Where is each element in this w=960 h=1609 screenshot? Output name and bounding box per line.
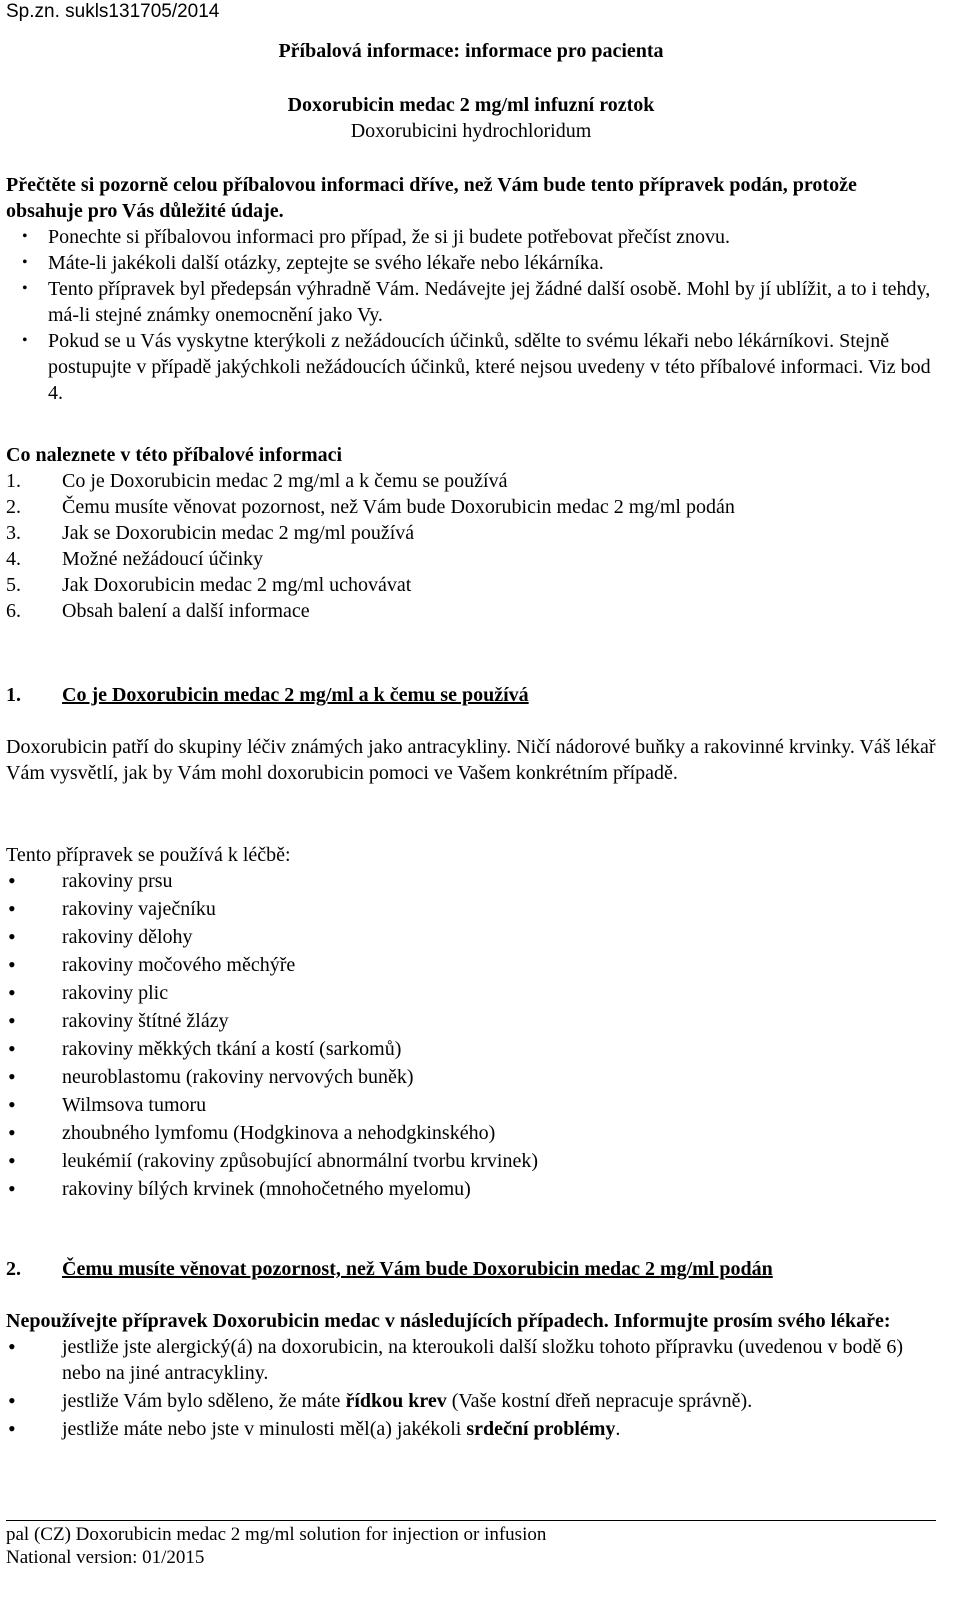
indications-list [6, 868, 936, 1202]
section-1-indications [6, 842, 936, 1204]
intro-warning: Přečtěte si pozorně celou příbalovou informaci dříve, než Vám bude tento přípravek podán, protože obsahuje pro Vás důležité údaje. [6, 174, 857, 222]
item-text: (Vaše kostní dřeň nepracuje správně). [446, 1390, 753, 1412]
item-text: jestliže Vám bylo sděleno, že máte [62, 1390, 346, 1412]
list-item: • rakoviny prsu [6, 868, 936, 894]
toc-item [6, 572, 936, 598]
toc-item-label: Čemu musíte věnovat pozornost, než Vám bude Doxorubicin medac 2 mg/ml podán [62, 496, 735, 518]
toc-item [6, 494, 936, 520]
list-item: • rakoviny močového měchýře [6, 952, 936, 978]
list-item: • rakoviny měkkých tkání a kostí (sarkomů) [6, 1036, 936, 1062]
section-1-paragraph: Doxorubicin patří do skupiny léčiv známých jako antracykliny. Ničí nádorové buňky a rakovinné krvinky. Váš lékař Vám vysvětlí, jak by Vám mohl doxorubicin pomoci ve Vašem konkrétním případě. [6, 736, 936, 784]
list-item: • rakoviny plic [6, 980, 936, 1006]
toc-item-number: 1. [6, 470, 21, 492]
toc-item-number: 4. [6, 548, 21, 570]
list-item: • Wilmsova tumoru [6, 1092, 936, 1118]
footer-line-1: pal (CZ) Doxorubicin medac 2 mg/ml solution for injection or infusion [6, 1524, 547, 1545]
footer-line-2: National version: 01/2015 [6, 1547, 205, 1568]
toc-item-label: Možné nežádoucí účinky [62, 548, 264, 570]
toc-item-number: 2. [6, 496, 21, 518]
toc-item [6, 546, 936, 572]
list-item: • Máte-li jakékoli další otázky, zeptejte se svého lékaře nebo lékárníka. [6, 250, 936, 276]
toc-item-number: 5. [6, 574, 21, 596]
product-name: Doxorubicin medac 2 mg/ml infuzní roztok [287, 94, 655, 116]
toc-item-label: Jak se Doxorubicin medac 2 mg/ml používá [62, 522, 415, 544]
list-item: • zhoubného lymfomu (Hodgkinova a nehodgkinského) [6, 1120, 936, 1146]
list-item: • Pokud se u Vás vyskytne kterýkoli z nežádoucích účinků, sdělte to svému lékaři nebo lékárníkovi. Stejně postupujte v případě jakýchkoli nežádoucích účinků, které nejsou uvedeny v této příbalové informaci. Viz bod 4. [6, 328, 936, 406]
section-1 [6, 682, 936, 708]
toc-item-label: Co je Doxorubicin medac 2 mg/ml a k čemu se používá [62, 470, 508, 492]
active-substance: Doxorubicini hydrochloridum [350, 120, 592, 142]
list-item: • Ponechte si příbalovou informaci pro případ, že si ji budete potřebovat přečíst znovu. [6, 224, 936, 250]
contraindications-list [6, 1334, 936, 1442]
toc-item [6, 520, 936, 546]
section-title: Co je Doxorubicin medac 2 mg/ml a k čemu se používá [62, 684, 529, 706]
toc-item [6, 468, 936, 494]
list-item: • leukémií (rakoviny způsobující abnormální tvorbu krvinek) [6, 1148, 936, 1174]
intro-bullet-list [6, 224, 936, 406]
list-item [6, 1416, 936, 1442]
indications-lead: Tento přípravek se používá k léčbě: [6, 844, 291, 866]
list-item: • jestliže jste alergický(á) na doxorubicin, na kteroukoli další složku tohoto přípravku (uvedenou v bodě 6) nebo na jiné antracykliny. [6, 1334, 936, 1386]
item-emphasis: řídkou krev [345, 1390, 447, 1412]
list-item [6, 1388, 936, 1414]
section-number: 2. [6, 1258, 21, 1280]
list-item: • Tento přípravek byl předepsán výhradně Vám. Nedávejte jej žádné další osobě. Mohl by jí ublížit, a to i tehdy, má-li stejné známky onemocnění jako Vy. [6, 276, 936, 328]
section-2-body [6, 1308, 936, 1444]
section-title: Čemu musíte věnovat pozornost, než Vám bude Doxorubicin medac 2 mg/ml podán [62, 1258, 773, 1280]
page-footer [6, 1520, 936, 1569]
section-1-body [6, 734, 936, 786]
contraindications-subhead: Nepoužívejte přípravek Doxorubicin medac v následujících případech. Informujte prosím svého lékaře: [6, 1310, 891, 1332]
section-2-heading [6, 1256, 936, 1282]
leaflet-heading: Příbalová informace: informace pro pacienta [278, 40, 664, 62]
toc-item-number: 6. [6, 600, 21, 622]
toc-list [6, 468, 936, 624]
reference-number: Sp.zn. sukls131705/2014 [6, 1, 220, 22]
toc-item-label: Obsah balení a další informace [62, 600, 310, 622]
list-item: • rakoviny štítné žlázy [6, 1008, 936, 1034]
item-text: . [615, 1418, 621, 1440]
list-item: • rakoviny vaječníku [6, 896, 936, 922]
intro-block [6, 172, 936, 406]
section-1-heading [6, 682, 936, 708]
toc-item [6, 598, 936, 624]
section-number: 1. [6, 684, 21, 706]
list-item: • rakoviny dělohy [6, 924, 936, 950]
toc-item-label: Jak Doxorubicin medac 2 mg/ml uchovávat [62, 574, 412, 596]
item-text: jestliže máte nebo jste v minulosti měl(a) jakékoli [62, 1418, 467, 1440]
list-item: • rakoviny bílých krvinek (mnohočetného myelomu) [6, 1176, 936, 1202]
toc-item-number: 3. [6, 522, 21, 544]
list-item: • neuroblastomu (rakoviny nervových buněk) [6, 1064, 936, 1090]
section-2 [6, 1256, 936, 1282]
table-of-contents [6, 442, 936, 624]
toc-title: Co naleznete v této příbalové informaci [6, 444, 343, 466]
item-emphasis: srdeční problémy [466, 1418, 616, 1440]
